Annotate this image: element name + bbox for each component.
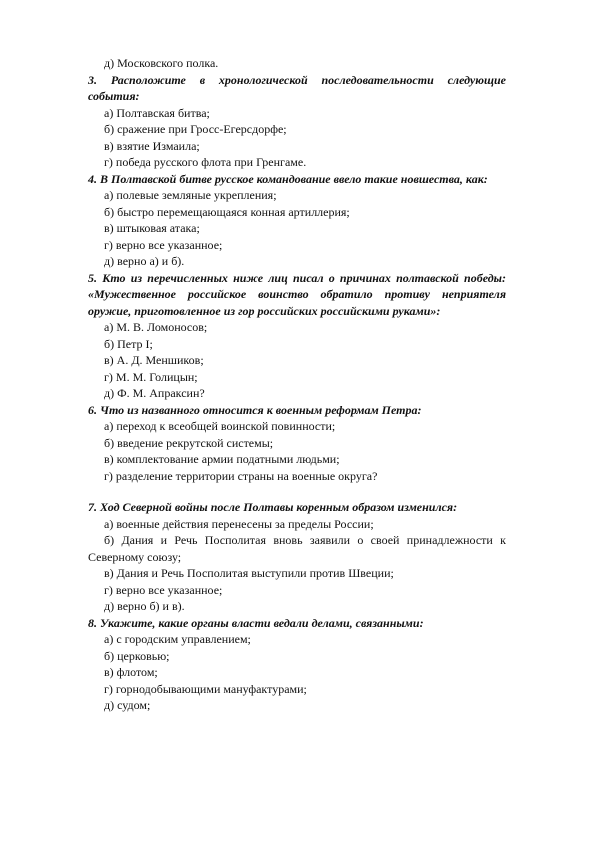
answer-option: а) М. В. Ломоносов; [104, 320, 208, 334]
question-8: 8. Укажите, какие органы власти ведали делами, связанными: [88, 615, 424, 630]
answer-option: б) Дания и Речь Посполитая вновь заявили о своей принадлежности к Северному союзу; [88, 533, 506, 564]
answer-option: г) победа русского флота при Гренгаме. [104, 155, 307, 169]
answer-option: б) сражение при Гросс-Егерсдорфе; [104, 122, 287, 136]
answer-option: а) полевые земляные укрепления; [104, 188, 277, 202]
answer-option: в) взятие Измаила; [104, 138, 200, 153]
question-4: 4. В Полтавской битве русское командование ввело такие новшества, как: [88, 171, 488, 186]
question-6: 6. Что из названного относится к военным реформам Петра: [88, 402, 422, 417]
answer-option: г) М. М. Голицын; [104, 369, 198, 384]
spacer [88, 484, 506, 499]
answer-option: г) горнодобывающими мануфактурами; [104, 681, 307, 696]
answer-option: в) Дания и Речь Посполитая выступили против Швеции; [104, 566, 394, 580]
answer-option: б) церковью; [104, 648, 170, 663]
answer-option: д) Московского полка. [104, 56, 219, 70]
answer-option: г) верно все указанное; [104, 237, 223, 252]
answer-option: а) переход к всеобщей воинской повинности; [104, 419, 336, 433]
answer-option: б) введение рекрутской системы; [104, 435, 274, 450]
answer-option: б) Петр I; [104, 336, 153, 351]
answer-option: в) штыковая атака; [104, 221, 200, 235]
answer-option: г) разделение территории страны на военные округа? [104, 468, 378, 483]
answer-option: а) Полтавская битва; [104, 105, 210, 120]
answer-option: д) судом; [104, 698, 151, 712]
question-7: 7. Ход Северной войны после Полтавы коренным образом изменился: [88, 500, 458, 514]
answer-option: д) верно б) и в). [104, 599, 185, 613]
question-5: 5. Кто из перечисленных ниже лиц писал о причинах полтавской победы: «Мужественное российское воинство обратило противу неприятеля оружие, приготовленное из гор российских российскими руками»: [88, 270, 506, 318]
answer-option: в) флотом; [104, 665, 158, 679]
answer-option: б) быстро перемещающаяся конная артиллерия; [104, 204, 350, 219]
answer-option: в) комплектование армии податными людьми; [104, 452, 340, 466]
answer-option: г) верно все указанное; [104, 582, 223, 597]
answer-option: д) Ф. М. Апраксин? [104, 386, 205, 400]
answer-option: а) военные действия перенесены за пределы России; [104, 516, 374, 531]
answer-option: в) А. Д. Меншиков; [104, 353, 204, 367]
question-3: 3. Расположите в хронологической последовательности следующие события: [88, 72, 506, 103]
answer-option: а) с городским управлением; [104, 632, 251, 646]
answer-option: д) верно а) и б). [104, 254, 185, 268]
test-content [88, 55, 506, 714]
